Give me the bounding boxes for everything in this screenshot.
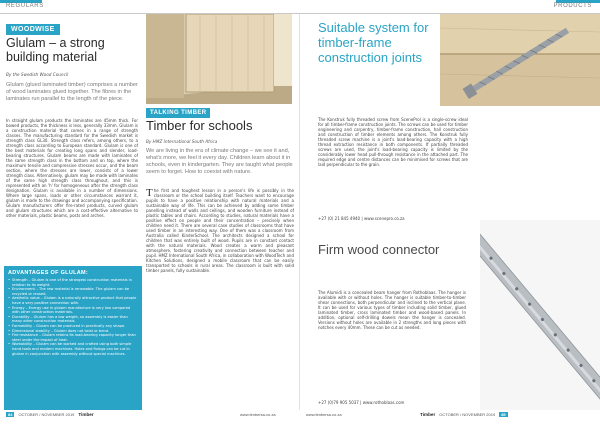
products-label: PRODUCTS (553, 3, 592, 9)
advantage-item: • Strength – Glulam is one of the strongest construction materials in relation to its weight. (8, 278, 138, 287)
drop-cap: T (146, 188, 153, 199)
connector-contact: +27 (0)79 905 5037 | www.rothoblaas.com (318, 400, 405, 405)
advantages-title: ADVANTAGES OF GLULAM: (8, 270, 89, 276)
left-page-number: 84 (8, 412, 13, 417)
advantage-item: • Environment – The raw material is renewable. The glulam can be recycled or reused. (8, 287, 138, 296)
page-gutter (299, 14, 300, 410)
advantage-item: • Durability – Glulam has a low weight, so assembly is easier than many other construction materials. (8, 315, 138, 324)
advantage-item: • Energy – Energy use in glulam manufacture is very low compared with other construction materials. (8, 306, 138, 315)
advantages-list (8, 278, 138, 356)
advantages-box (4, 266, 142, 410)
advantage-item: • Workability – Glulam can be worked and crafted using both simple hand tools and modern machines. Holes and fixings can be cut in glulam in conjunction with assembly without special machines. (8, 342, 138, 356)
regulars-label: REGULARS (6, 3, 44, 9)
advantage-item: • Dimensional stability – Glulam does not twist or bend. (8, 329, 138, 334)
woodwise-section-tag: WOODWISE (6, 24, 60, 35)
left-page-footer (6, 412, 94, 417)
right-page-footer (420, 412, 508, 417)
timber-brand-logo: Timber (78, 412, 94, 417)
left-page-header (0, 0, 300, 14)
beam-hanger-photo (480, 220, 600, 410)
glulam-intro: Glulam (glued laminated timber) comprises a number of wood laminates glued together. The fibres in the laminates run parallel to the length of the piece. (6, 82, 138, 102)
schools-byline: By HMZ International South Africa (146, 139, 218, 144)
timber-sheet-illustration (146, 14, 292, 104)
glulam-byline: By the Swedish Wood Council (6, 72, 69, 77)
advantage-item: • Formability – Glulam can be produced in practically any shape. (8, 324, 138, 329)
right-website-link[interactable]: www.timbersa.co.za (306, 412, 342, 417)
schools-body-paragraph: he first and toughest lesson in a person's life is possibly in the classroom or the school building itself. Teachers want to encourage pupils to have a positive relationship with natural materials and a sustainable way of life. This can be achieved by adding some timber panelling instead of walls and ceilings, and wooden furniture instead of plastic tables and chairs. According to studies, natural materials have a positive effect on people and their concentration – precisely when children need it. There are several case studies of classrooms that have used timber in an interesting way. One of them was a classroom from Australia called KinderSchool. The architects designed a school for children that was entirely built of wood. Pupils are in constant contact with the natural materials. Wood creates a warm and pleasant atmosphere, fostering creativity and connection between teacher and pupil. HMZ International South Africa, in collaboration with WoodTech and Kitchen Solutions, designed a mobile classroom that can be easily transported to schools in rural areas. The classroom is built with solid timber panels, fully sustainable. (146, 188, 294, 273)
right-page-header (300, 0, 600, 14)
left-issue-date: OCTOBER / NOVEMBER 2019 (18, 412, 75, 417)
glulam-article-title: Glulam – a strong building material (6, 36, 105, 64)
joints-body-text: The Konstruk fully threaded screw from SceneProl is a single-screw ideal for all timber-frame construction joints. The screws can be used for timber engineering and carpentry, timber-frame construction, hall construction and construction of timber elements among others. The Konstruk fully threaded screw machine is a joint's load-bearing capacity with a high thread extraction resistance in both components. If partially threaded screws are used, the joint's load-bearing capacity is limited by the considerably lower head pull-through resistance in the attached part. The required edge and centre distances can be minimised for screws that are laid perpendicular to the grain. (318, 117, 468, 167)
schools-article-title: Timber for schools (146, 118, 253, 133)
timber-sheet-photo (146, 14, 292, 104)
joints-contact: +27 (0) 21 845 4940 | www.scenepro.co.za (318, 216, 405, 221)
advantage-item: • Fire resistance – Glulam retains its load-bearing capacity longer than steel under the impact of heat. (8, 333, 138, 342)
connector-article-title: Firm wood connector (318, 242, 440, 257)
schools-intro: We are living in the era of climate change – we see it and, what's more, we feel it every day. Children learn about it in schools, even in kindergarten. They are taught what people seem to forget. How to coexist with nature. (146, 148, 293, 175)
left-website-link[interactable]: www.timbersa.co.za (240, 412, 276, 417)
right-footer-url[interactable] (306, 412, 342, 417)
screw-illustration (440, 14, 600, 106)
screw-in-timber-photo (440, 14, 600, 106)
timber-brand-logo: Timber (420, 412, 436, 417)
beam-hanger-illustration (480, 220, 600, 410)
right-issue-date: OCTOBER / NOVEMBER 2019 (439, 412, 496, 417)
schools-body-text (146, 188, 294, 402)
talking-timber-section-tag: TALKING TIMBER (146, 108, 210, 118)
connector-body-text: The Alumidi is a concealed beam hanger from Rothoblaas. The hanger is available with or without holes. The hanger is suitable timber-to-timber shear connections, both perpendicular and inclined to the vertical plane. It can be used for various types of timber including solid timber, glued laminated timber, cross laminated timber and wood-based panels. In addition, optional self-drilling dowels mean the hanger is concealed. Versions without holes are available in 2 strengths and long pieces with notches every 40mm. These can be cut as needed. (318, 290, 466, 330)
joints-article-title: Suitable system for timber-frame construction joints (318, 20, 429, 65)
glulam-body-text: In straight glulam products the laminates are 45mm thick. For bowed products, the thickness is less, generally 33mm. Glulam is a construction material that comes in a range of strength classes. The manufacturing standard for the Swedish market is strength class GL30. Strength class refers, among others, to a strength class according to European standard. Glulam is one of the best materials for creating long spans and slender, load-bearing structures. Glulam beams are made with laminates of the same strength class in the bottom and on top, where the maximum tensile and compressive stresses occur, and the beam section, where the stresses are lower, consists of a lower strength class. Alternatively, glulam may be made with laminates of the same high strength class throughout, and this is represented with an 'h' for homogeneous after the strength class designation. Glulam is available in a number of dimensions. Where large spans, loads or other circumstances warrant it, glulam is made to the drawings and accompanying specification. Glulam manufacturers offer fire-rated products, curved glulam and glulam structures which are a cost-effective alternative to other materials, plastic beams, posts and arches. (6, 118, 138, 218)
left-footer-url[interactable] (240, 412, 276, 417)
advantage-item: • Aesthetic value – Glulam is a naturally attractive product that people have a very positive connection with. (8, 296, 138, 305)
right-page-number: 85 (501, 412, 506, 417)
